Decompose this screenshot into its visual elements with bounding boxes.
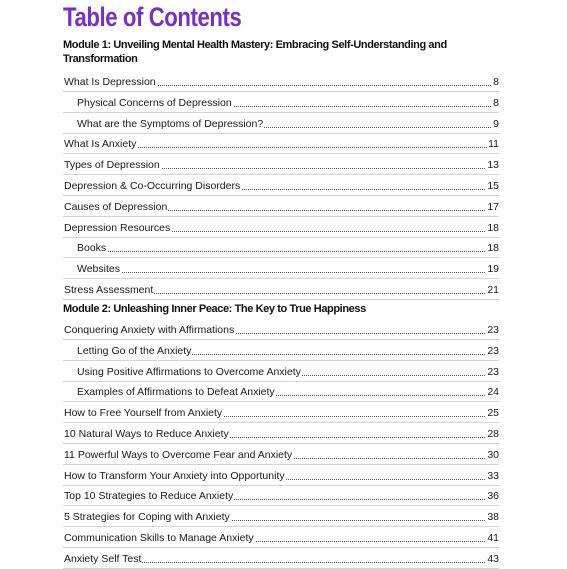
toc-entry[interactable] (0, 448, 567, 462)
toc-entry-page: 24 (487, 386, 499, 399)
row-divider (63, 257, 499, 258)
toc-entry-page: 11 (488, 138, 499, 151)
row-divider (63, 195, 499, 196)
toc-entry[interactable] (0, 469, 567, 483)
toc-entry[interactable] (0, 323, 567, 337)
toc-entry[interactable] (0, 406, 567, 420)
toc-entry-page: 19 (487, 263, 499, 276)
toc-entry-label: Communication Skills to Manage Anxiety (64, 532, 254, 544)
toc-entry-label: Types of Depression (64, 159, 160, 172)
toc-entry-page: 36 (487, 490, 499, 503)
toc-entry-label: What Is Depression (64, 76, 156, 88)
toc-entry-label: 10 Natural Ways to Reduce Anxiety (64, 428, 229, 440)
row-divider (63, 299, 499, 300)
toc-entry-page: 33 (487, 469, 499, 482)
dot-leader (77, 251, 497, 252)
toc-entry-page: 23 (487, 365, 499, 378)
row-divider (63, 485, 499, 486)
toc-entry[interactable] (0, 365, 567, 379)
dot-leader (77, 272, 497, 273)
page-title: Table of Contents (63, 2, 242, 32)
toc-entry-page: 17 (487, 200, 499, 213)
toc-entry[interactable] (0, 221, 567, 235)
toc-entry-page: 43 (487, 552, 499, 565)
toc-entry[interactable] (0, 158, 567, 172)
toc-entry-label: Depression & Co-Occurring Disorders (64, 180, 241, 192)
row-divider (63, 360, 499, 361)
row-divider (63, 339, 499, 340)
row-divider (63, 91, 499, 92)
toc-entry[interactable] (0, 531, 567, 545)
toc-entry-label: Anxiety Self Test (64, 552, 142, 565)
module-1-heading: Module 1: Unveiling Mental Health Mastery: Embracing Self-Understanding and Transformation (63, 39, 447, 65)
toc-entry-label: What Is Anxiety (64, 138, 137, 151)
toc-entry[interactable] (0, 344, 567, 358)
toc-entry[interactable] (0, 179, 567, 193)
toc-entry-page: 38 (487, 511, 499, 524)
toc-entry[interactable] (0, 96, 567, 110)
toc-entry[interactable] (0, 200, 567, 214)
toc-entry-page: 41 (487, 532, 499, 544)
module-2-heading: Module 2: Unleashing Inner Peace: The Key to True Happiness (63, 303, 366, 315)
toc-entry-label: Stress Assessment (64, 284, 154, 296)
row-divider (63, 443, 499, 444)
toc-entry-label: Using Positive Affirmations to Overcome Anxiety (77, 365, 301, 378)
toc-entry[interactable] (0, 510, 567, 524)
toc-entry[interactable] (0, 489, 567, 503)
toc-entry[interactable] (0, 552, 567, 566)
toc-entry-label: 11 Powerful Ways to Overcome Fear and Anxiety (64, 448, 293, 461)
toc-entry-label: Books (77, 242, 107, 255)
row-divider (63, 278, 499, 279)
toc-entry-label: How to Free Yourself from Anxiety (64, 407, 223, 420)
toc-entry[interactable] (0, 427, 567, 441)
toc-entry-page: 9 (493, 117, 499, 130)
row-divider (63, 547, 499, 548)
row-divider (63, 505, 499, 506)
toc-entry-label: Examples of Affirmations to Defeat Anxiety (77, 386, 275, 399)
toc-entry[interactable] (0, 241, 567, 255)
toc-entry-page: 8 (493, 96, 499, 109)
toc-entry[interactable] (0, 137, 567, 151)
row-divider (63, 381, 499, 382)
row-divider (63, 133, 499, 134)
toc-entry[interactable] (0, 262, 567, 276)
row-divider (63, 526, 499, 527)
toc-entry[interactable] (0, 385, 567, 399)
toc-entry[interactable] (0, 75, 567, 89)
toc-entry-page: 13 (487, 159, 499, 172)
toc-entry-label: Top 10 Strategies to Reduce Anxiety (64, 490, 234, 503)
toc-entry-page: 21 (487, 284, 499, 296)
toc-entry-label: What are the Symptoms of Depression? (77, 117, 264, 130)
toc-entry-page: 18 (487, 221, 499, 234)
row-divider (63, 422, 499, 423)
toc-entry[interactable] (0, 283, 567, 297)
row-divider (63, 401, 499, 402)
toc-entry-label: Depression Resources (64, 221, 171, 234)
row-divider (63, 237, 499, 238)
toc-entry-label: 5 Strategies for Coping with Anxiety (64, 511, 230, 524)
toc-entry-page: 23 (487, 324, 499, 336)
toc-entry-page: 15 (487, 180, 499, 192)
toc-entry-page: 25 (487, 407, 499, 420)
toc-entry-label: Conquering Anxiety with Affirmations (64, 324, 235, 336)
toc-entry-label: Letting Go of the Anxiety (77, 344, 192, 357)
toc-entry[interactable] (0, 117, 567, 131)
row-divider (63, 216, 499, 217)
toc-entry-page: 8 (493, 76, 499, 88)
row-divider (63, 153, 499, 154)
row-divider (63, 464, 499, 465)
toc-entry-label: How to Transform Your Anxiety into Opportunity (64, 469, 285, 482)
toc-entry-label: Causes of Depression (64, 200, 168, 213)
toc-entry-page: 18 (487, 242, 499, 255)
toc-entry-page: 30 (487, 448, 499, 461)
row-divider (63, 174, 499, 175)
toc-entry-label: Websites (77, 263, 120, 276)
row-divider (63, 112, 499, 113)
toc-entry-label: Physical Concerns of Depression (77, 96, 232, 109)
toc-entry-page: 28 (487, 428, 499, 440)
toc-entry-page: 23 (487, 344, 499, 357)
